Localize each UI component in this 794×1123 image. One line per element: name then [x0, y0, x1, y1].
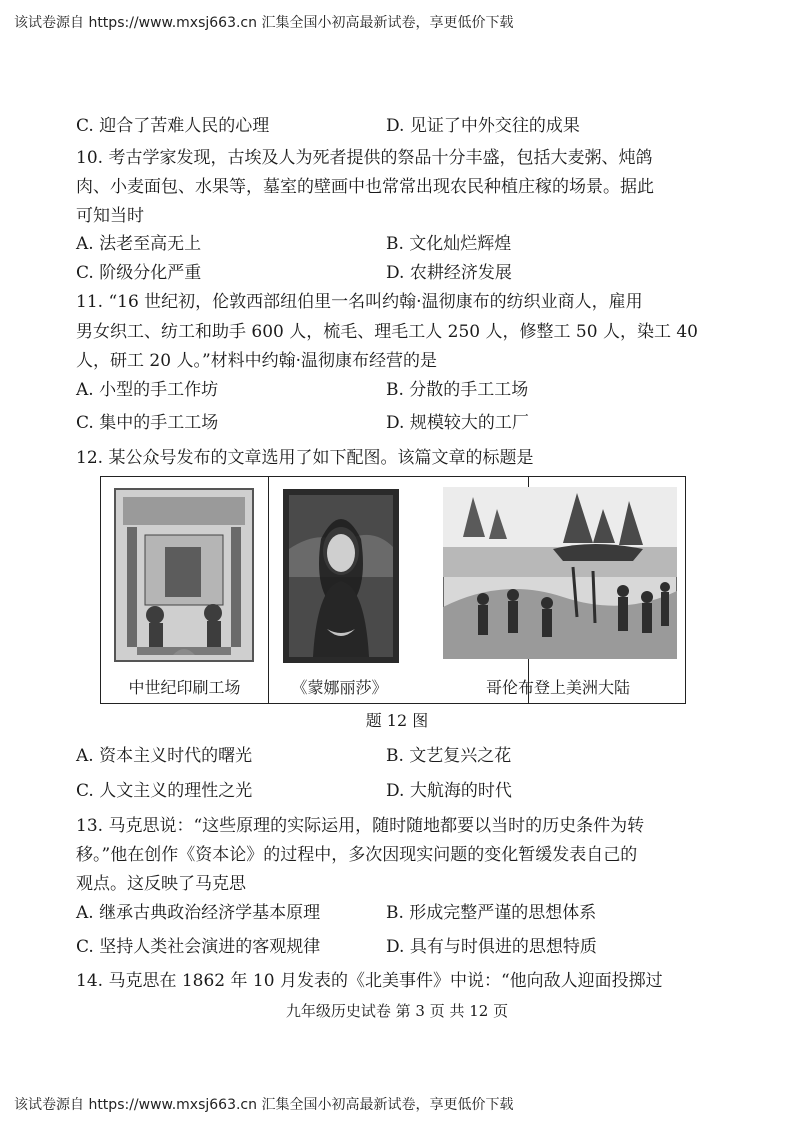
- printing-workshop-illustration: [113, 487, 255, 663]
- q10-stem-line-1: 10. 考古学家发现，古埃及人为死者提供的祭品十分丰盛，包括大麦粥、炖鸽: [76, 148, 653, 168]
- q9-option-c: C. 迎合了苦难人民的心理: [76, 116, 270, 136]
- q10-stem-line-3: 可知当时: [76, 206, 144, 226]
- q11-stem-line-1: 11. “16 世纪初，伦敦西部纽伯里一名叫约翰·温彻康布的纺织业商人，雇用: [76, 292, 643, 312]
- q14-stem: 14. 马克思在 1862 年 10 月发表的《北美事件》中说：“他向敌人迎面投掷过: [76, 971, 663, 991]
- q9-option-d: D. 见证了中外交往的成果: [386, 116, 580, 136]
- mona-lisa-painting: [283, 489, 399, 663]
- figure-cell-printing: [101, 477, 269, 703]
- watermark-top: 该试卷源自 https://www.mxsj663.cn 汇集全国小初高最新试卷，享更低价下载: [14, 15, 514, 31]
- q12-option-a: A. 资本主义时代的曙光: [76, 746, 253, 766]
- q11-option-d: D. 规模较大的工厂: [386, 413, 529, 433]
- q13-stem-line-3: 观点。这反映了马克思: [76, 874, 246, 894]
- q10-stem-line-2: 肉、小麦面包、水果等，墓室的壁画中也常常出现农民种植庄稼的场景。据此: [76, 177, 654, 197]
- caption-mona-lisa: 《蒙娜丽莎》: [291, 678, 388, 697]
- q10-option-c: C. 阶级分化严重: [76, 263, 202, 283]
- columbus-landing-engraving: [443, 487, 677, 659]
- q10-option-a: A. 法老至高无上: [76, 234, 202, 254]
- page-footer: 九年级历史试卷 第 3 页 共 12 页: [285, 1002, 509, 1020]
- q10-option-d: D. 农耕经济发展: [386, 263, 512, 283]
- q11-option-c: C. 集中的手工工场: [76, 413, 219, 433]
- q13-option-b: B. 形成完整严谨的思想体系: [386, 903, 597, 923]
- q11-stem-line-3: 人，研工 20 人。”材料中约翰·温彻康布经营的是: [76, 351, 438, 371]
- q12-figure: [100, 476, 686, 704]
- caption-printing-workshop: 中世纪印刷工场: [128, 678, 241, 697]
- figure-label: 题 12 图: [365, 711, 429, 730]
- q12-option-d: D. 大航海的时代: [386, 781, 512, 801]
- q13-option-a: A. 继承古典政治经济学基本原理: [76, 903, 321, 923]
- q12-option-b: B. 文艺复兴之花: [386, 746, 512, 766]
- q13-stem-line-2: 移。”他在创作《资本论》的过程中，多次因现实问题的变化暂缓发表自己的: [76, 845, 638, 865]
- q12-stem: 12. 某公众号发布的文章选用了如下配图。该篇文章的标题是: [76, 448, 534, 468]
- q11-option-b: B. 分散的手工工场: [386, 380, 529, 400]
- q13-stem-line-1: 13. 马克思说：“这些原理的实际运用，随时随地都要以当时的历史条件为转: [76, 816, 645, 836]
- q13-option-c: C. 坚持人类社会演进的客观规律: [76, 937, 321, 957]
- q12-option-c: C. 人文主义的理性之光: [76, 781, 253, 801]
- q10-option-b: B. 文化灿烂辉煌: [386, 234, 512, 254]
- caption-columbus-landing: 哥伦布登上美洲大陆: [485, 678, 630, 697]
- watermark-bottom: 该试卷源自 https://www.mxsj663.cn 汇集全国小初高最新试卷，享更低价下载: [14, 1097, 514, 1113]
- q11-stem-line-2: 男女织工、纺工和助手 600 人，梳毛、理毛工人 250 人，修整工 50 人，染工 40: [76, 322, 698, 342]
- q11-option-a: A. 小型的手工作坊: [76, 380, 219, 400]
- q13-option-d: D. 具有与时俱进的思想特质: [386, 937, 597, 957]
